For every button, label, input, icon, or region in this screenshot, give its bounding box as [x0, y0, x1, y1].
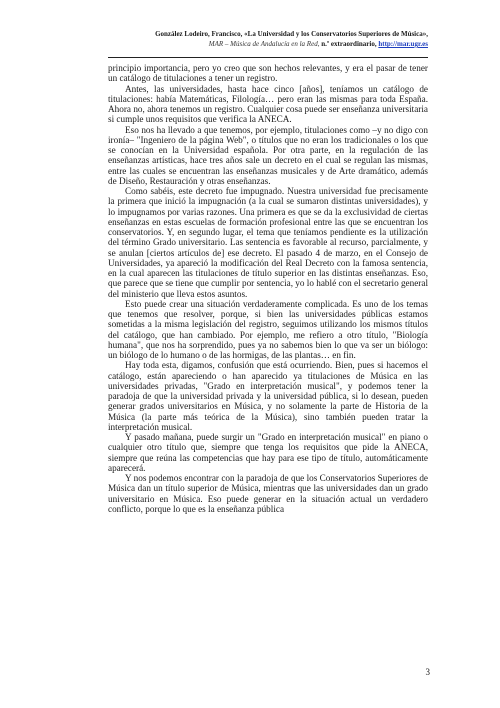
paragraph: Y nos podemos encontrar con la paradoja de que los Conservatorios Superiores de Música dan un título superior de Música, mientras que las universidades dan un grado universitario en Música. Eso puede generar en la situación actual un verdadero conflicto, porque lo que es la enseñanza pública — [108, 473, 428, 514]
header-journal: MAR – Música de Andalucía en la Red, — [208, 40, 320, 48]
header-issue: n.º extraordinario, — [321, 40, 377, 48]
paragraph: Hay toda esta, digamos, confusión que está ocurriendo. Bien, pues si hacemos el catálogo, están apareciendo o han aparecido ya titulaciones de Música en las universidades privadas, "Grado en interpretación musical", y podemos tener la paradoja de que la universidad privada y la universidad pública, si lo desean, pueden generar grados universitarios en Música, y no solamente la parte de Historia de la Música (la parte más teórica de la Música), sino también pueden tratar la interpretación musical. — [108, 360, 428, 432]
header-citation: González Lodeiro, Francisco, «La Universidad y los Conservatorios Superiores de Música», — [155, 30, 428, 38]
header-journal-line — [108, 39, 428, 49]
header-divider — [108, 57, 428, 58]
paragraph: Y pasado mañana, puede surgir un "Grado en interpretación musical" en piano o cualquier otro título que, siempre que tenga los requisitos que pide la ANECA, siempre que reúna las competencias que hay para ese tipo de título, automáticamente aparecerá. — [108, 432, 428, 473]
paragraph: principio importancia, pero yo creo que son hechos relevantes, y era el pasar de tener un catálogo de titulaciones a tener un registro. — [108, 63, 428, 84]
article-body — [108, 63, 428, 514]
paragraph: Como sabéis, este decreto fue impugnado. Nuestra universidad fue precisamente la primera que inició la impugnación (a la cual se sumaron distintas universidades), y lo impugnamos por varias razones. Una primera es que se da la exclusividad de ciertas enseñanzas en estas escuelas de formación profesional entre las que se encuentran los conservatorios. Y, en segundo lugar, el tema que teníamos pendiente es la utilización del término Grado universitario. Las sentencia es favorable al recurso, parcialmente, y se anulan [ciertos artículos de] ese decreto. El pasado 4 de marzo, en el Consejo de Universidades, ya apareció la modificación del Real Decreto con la famosa sentencia, en la cual aparecen las titulaciones de título superior en las distintas enseñanzas. Eso, que parece que se tiene que cumplir por sentencia, yo lo hablé con el secretario general del ministerio que lleva estos asuntos. — [108, 186, 428, 299]
paragraph: Antes, las universidades, hasta hace cinco [años], teníamos un catálogo de titulaciones: había Matemáticas, Filología… pero eran las mismas para toda España. Ahora no, ahora tenemos un registro. Cualquier cosa puede ser enseñanza universitaria si cumple unos requisitos que verifica la ANECA. — [108, 83, 428, 125]
paragraph: Eso nos ha llevado a que tenemos, por ejemplo, titulaciones como –y no digo con ironía– "Ingeniero de la página Web", o títulos que no eran los tradicionales o los que se conocían en la Universidad española. Por otra parte, en la regulación de las enseñanzas artísticas, hace tres años sale un decreto en el cual se regulan las mismas, entre las cuales se encuentran las enseñanzas musicales y de Arte dramático, además de Diseño, Restauración y otras enseñanzas. — [108, 124, 428, 186]
page-header — [108, 29, 428, 49]
paragraph: Esto puede crear una situación verdaderamente complicada. Es uno de los temas que tenemos que resolver, porque, si bien las universidades públicas estamos sometidas a la misma legislación del registro, seguimos utilizando los mismos títulos del catálogo, que han cambiado. Por ejemplo, me refiero a otro título, "Biología humana", que nos ha sorprendido, pues ya no sabemos bien lo que va ser un biólogo: un biólogo de lo humano o de las hormigas, de las plantas… en fin. — [108, 298, 428, 360]
header-url-link[interactable]: http://mar.ugr.es — [378, 40, 428, 48]
page-number: 3 — [425, 667, 430, 677]
